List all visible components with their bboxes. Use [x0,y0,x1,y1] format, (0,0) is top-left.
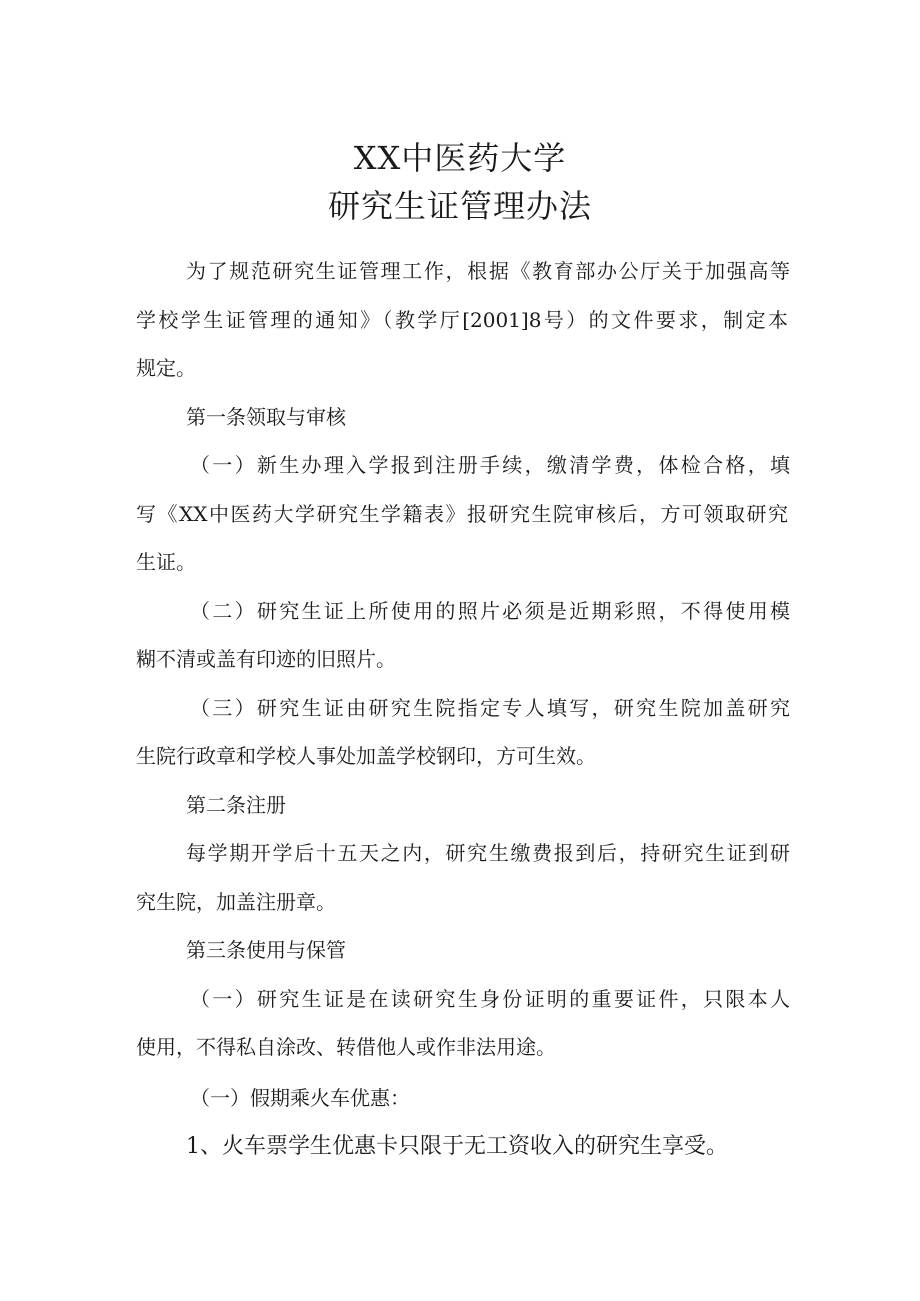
article-1-item-2-line-2: 糊不清或盖有印迹的旧照片。 [136,647,396,671]
preamble-line-2: 学校学生证管理的通知》（教学厅[2001]8号）的文件要求，制定本 [136,308,788,332]
article-3-item-2-heading: （一）假期乘火车优惠： [190,1086,410,1110]
article-1-item-1-line-1: （一）新生办理入学报到注册手续，缴清学费，体检合格，填 [190,453,790,477]
article-3-item-2-point-1: 1、火车票学生优惠卡只限于无工资收入的研究生享受。 [186,1134,728,1159]
document-title-line-1: XX中医药大学 [353,139,567,177]
article-3-item-1-line-1: （一）研究生证是在读研究生身份证明的重要证件，只限本人 [190,987,790,1011]
article-2-body-line-2: 究生院，加盖注册章。 [136,890,336,914]
article-2-heading: 第二条注册 [186,793,286,817]
preamble-line-3: 规定。 [136,356,196,380]
article-1-item-3-line-2: 生院行政章和学校人事处加盖学校钢印，方可生效。 [136,744,596,768]
article-2-body-line-1: 每学期开学后十五天之内，研究生缴费报到后，持研究生证到研 [186,841,790,865]
article-1-item-3-line-1: （三）研究生证由研究生院指定专人填写，研究生院加盖研究 [190,696,790,720]
preamble-line-1: 为了规范研究生证管理工作，根据《教育部办公厅关于加强高等 [186,259,790,283]
article-1-heading: 第一条领取与审核 [186,405,346,429]
article-1-item-2-line-1: （二）研究生证上所使用的照片必须是近期彩照，不得使用模 [190,599,790,623]
article-3-heading: 第三条使用与保管 [186,938,346,962]
article-3-item-1-line-2: 使用，不得私自涂改、转借他人或作非法用途。 [136,1035,556,1059]
article-1-item-1-line-3: 生证。 [136,550,196,574]
document-title-line-2: 研究生证管理办法 [327,187,592,225]
article-1-item-1-line-2: 写《XX中医药大学研究生学籍表》报研究生院审核后，方可领取研究 [136,502,788,526]
